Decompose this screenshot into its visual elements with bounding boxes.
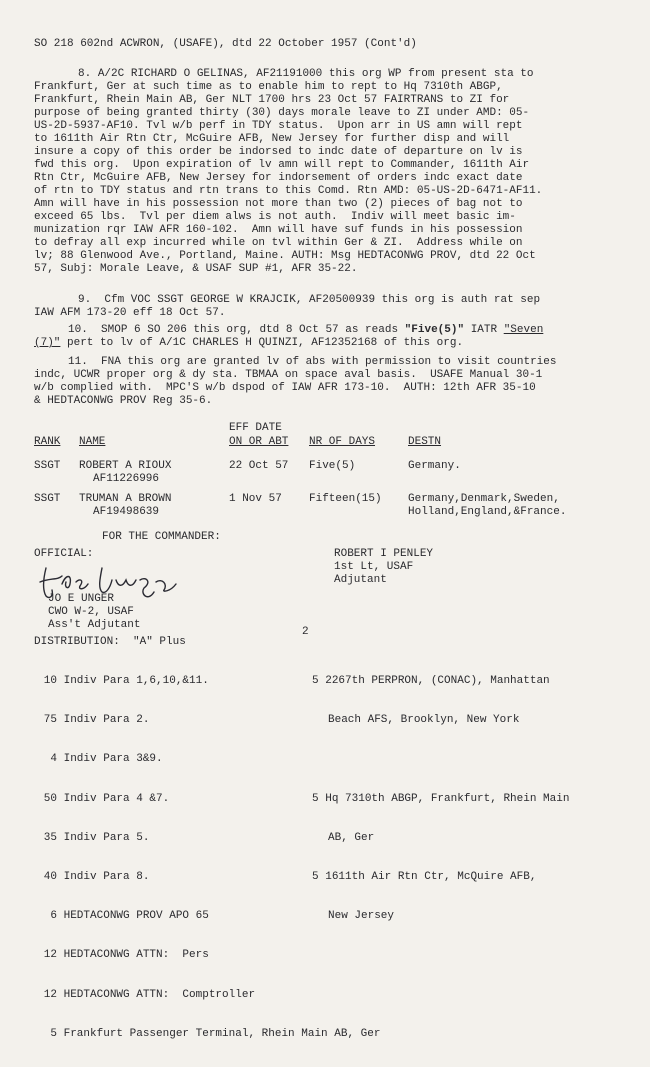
paragraph-8-line: US-2D-5937-AF10. Tvl w/b perf in TDY status. Upon arr in US amn will rept <box>34 120 523 132</box>
paragraph-8-line: Rtn Ctr, McGuire AFB, New Jersey for indorsement of orders indc exact date <box>34 172 523 184</box>
row-date: 1 Nov 57 <box>229 493 282 505</box>
paragraph-11-line: & HEDTACONWG PROV Reg 35-6. <box>34 395 213 407</box>
adjutant-rank: 1st Lt, USAF <box>334 561 414 573</box>
paragraph-8-number: 8. <box>78 68 92 80</box>
list-item: 75 Indiv Para 2. <box>43 714 150 727</box>
paragraph-9-number: 9. <box>78 294 92 306</box>
paragraph-11-line: w/b complied with. MPC'S w/b dspod of IAW AFR 173-10. AUTH: 12th AFR 35-10 <box>34 382 536 394</box>
paragraph-8-line: to 1611th Air Rtn Ctr, McGuire AFB, New Jersey for further disp and will <box>34 133 510 145</box>
row-days: Five(5) <box>309 460 356 472</box>
list-item: 5 2267th PERPRON, (CONAC), Manhattan <box>312 675 550 687</box>
list-item: 40 Indiv Para 8. <box>43 870 150 883</box>
paragraph-8-line: munization rqr IAW AFR 160-102. Amn will have suf funds in his possession <box>34 224 523 236</box>
paragraph-10-number: 10. <box>68 324 88 336</box>
row-rank: SSGT <box>34 460 61 472</box>
paragraph-8-line: to defray all exp incurred while on tvl within Ger & ZI. Address while on <box>34 237 523 249</box>
page-number: 2 <box>302 626 309 638</box>
seven-amendment-end: (7)" <box>34 337 61 349</box>
row-name: ROBERT A RIOUX <box>79 460 172 472</box>
paragraph-11-number: 11. <box>68 356 88 368</box>
row-destination: Germany,Denmark,Sweden, <box>408 493 560 505</box>
paragraph-11 <box>34 356 634 408</box>
list-item: 12 HEDTACONWG ATTN: Pers <box>43 949 209 962</box>
paragraph-8-line: purpose of being granted thirty (30) days morale leave to ZI under AMD: 05- <box>34 107 530 119</box>
adjutant-name: ROBERT I PENLEY <box>334 548 434 560</box>
row-destination-continued: Holland,England,&France. <box>408 506 567 518</box>
official-name: JO E UNGER <box>48 593 115 605</box>
for-the-commander: FOR THE COMMANDER: <box>102 531 221 543</box>
row-date: 22 Oct 57 <box>229 460 289 472</box>
paragraph-10 <box>34 324 634 350</box>
row-rank: SSGT <box>34 493 61 505</box>
paragraph-8-line: Frankfurt, Rhein Main AB, Ger NLT 1700 hrs 23 Oct 57 FAIRTRANS to ZI for <box>34 94 510 106</box>
paragraph-10-first-line: 10. SMOP 6 SO 206 this org, dtd 8 Oct 57 as reads "Five(5)" IATR "Seven <box>68 324 544 336</box>
column-header-days: NR OF DAYS <box>309 436 376 448</box>
list-item: 12 HEDTACONWG ATTN: Comptroller <box>43 988 256 1001</box>
document-header: SO 218 602nd ACWRON, (USAFE), dtd 22 October 1957 (Cont'd) <box>34 38 417 50</box>
paragraph-9-first-line: 9. Cfm VOC SSGT GEORGE W KRAJCIK, AF20500939 this org is auth rat sep <box>78 294 541 306</box>
list-item: 5 Hq 7310th ABGP, Frankfurt, Rhein Main <box>312 792 570 805</box>
row-name: TRUMAN A BROWN <box>79 493 172 505</box>
paragraph-8-first-line: 8. A/2C RICHARD O GELINAS, AF21191000 this org WP from present sta to <box>78 68 534 80</box>
column-header-rank: RANK <box>34 436 61 448</box>
distribution-label: DISTRIBUTION: "A" Plus <box>34 636 186 648</box>
column-header-date: ON OR ABT <box>229 436 289 448</box>
row-serial: AF19498639 <box>93 506 160 518</box>
column-header-name: NAME <box>79 436 106 448</box>
list-item: 5 1611th Air Rtn Ctr, McQuire AFB, <box>312 870 537 883</box>
list-item-continued: Beach AFS, Brooklyn, New York <box>328 714 520 727</box>
column-header-destn: DESTN <box>408 436 442 448</box>
paragraph-8-line: insure a copy of this order be indorsed to indc date of departure on lv is <box>34 146 523 158</box>
paragraph-8-line: lv; 88 Glenwood Ave., Portland, Maine. AUTH: Msg HEDTACONWG PROV, dtd 22 Oct <box>34 250 536 262</box>
list-item: 35 Indiv Para 5. <box>43 831 150 844</box>
distribution-plus: "A" Plus <box>133 636 186 648</box>
five-amendment: "Five(5)" <box>404 324 465 336</box>
seven-amendment: "Seven <box>503 324 544 336</box>
list-item: 4 Indiv Para 3&9. <box>50 753 163 766</box>
paragraph-8-line: 57, Subj: Morale Leave, & USAF SUP #1, AFR 35-22. <box>34 263 358 275</box>
paragraph-11-first-line: 11. FNA this org are granted lv of abs with permission to visit countries <box>68 356 557 368</box>
eff-date-label: EFF DATE <box>229 422 282 434</box>
list-item: 6 HEDTACONWG PROV APO 65 <box>50 910 209 923</box>
paragraph-10-line: (7)" pert to lv of A/1C CHARLES H QUINZI, AF12352168 of this org. <box>34 337 464 349</box>
paragraph-8-line: of rtn to TDY status and rtn trans to this Comd. Rtn AMD: 05-US-2D-6471-AF11. <box>34 185 543 197</box>
paragraph-8-line: exceed 65 lbs. Tvl per diem alws is not auth. Indiv will meet basic im- <box>34 211 516 223</box>
adjutant-title: Adjutant <box>334 574 387 586</box>
paragraph-8-line: fwd this org. Upon expiration of lv amn will rept to Commander, 1611th Air <box>34 159 530 171</box>
list-item: 5 Frankfurt Passenger Terminal, Rhein Main AB, Ger <box>50 1027 381 1040</box>
list-item-continued: AB, Ger <box>328 831 375 844</box>
row-days: Fifteen(15) <box>309 493 382 505</box>
list-item: 10 Indiv Para 1,6,10,&11. <box>43 675 209 687</box>
paragraph-8 <box>34 68 634 276</box>
paragraph-8-line: Frankfurt, Ger at such time as to enable him to rept to Hq 7310th ABGP, <box>34 81 503 93</box>
paragraph-9-line: IAW AFM 173-20 eff 18 Oct 57. <box>34 307 226 319</box>
paragraph-8-line: Amn will have in his possession not more than two (2) pieces of bag not to <box>34 198 523 210</box>
paragraph-11-line: indc, UCWR proper org & dy sta. TBMAA on space aval basis. USAFE Manual 30-1 <box>34 369 543 381</box>
official-title: Ass't Adjutant <box>48 619 141 631</box>
distribution-right-list <box>312 649 569 949</box>
row-destination: Germany. <box>408 460 461 472</box>
row-serial: AF11226996 <box>93 473 160 485</box>
official-rank: CWO W-2, USAF <box>48 606 134 618</box>
official-label: OFFICIAL: <box>34 548 94 560</box>
paragraph-9 <box>34 294 634 320</box>
list-item-continued: New Jersey <box>328 910 395 923</box>
list-item: 50 Indiv Para 4 &7. <box>43 792 170 805</box>
